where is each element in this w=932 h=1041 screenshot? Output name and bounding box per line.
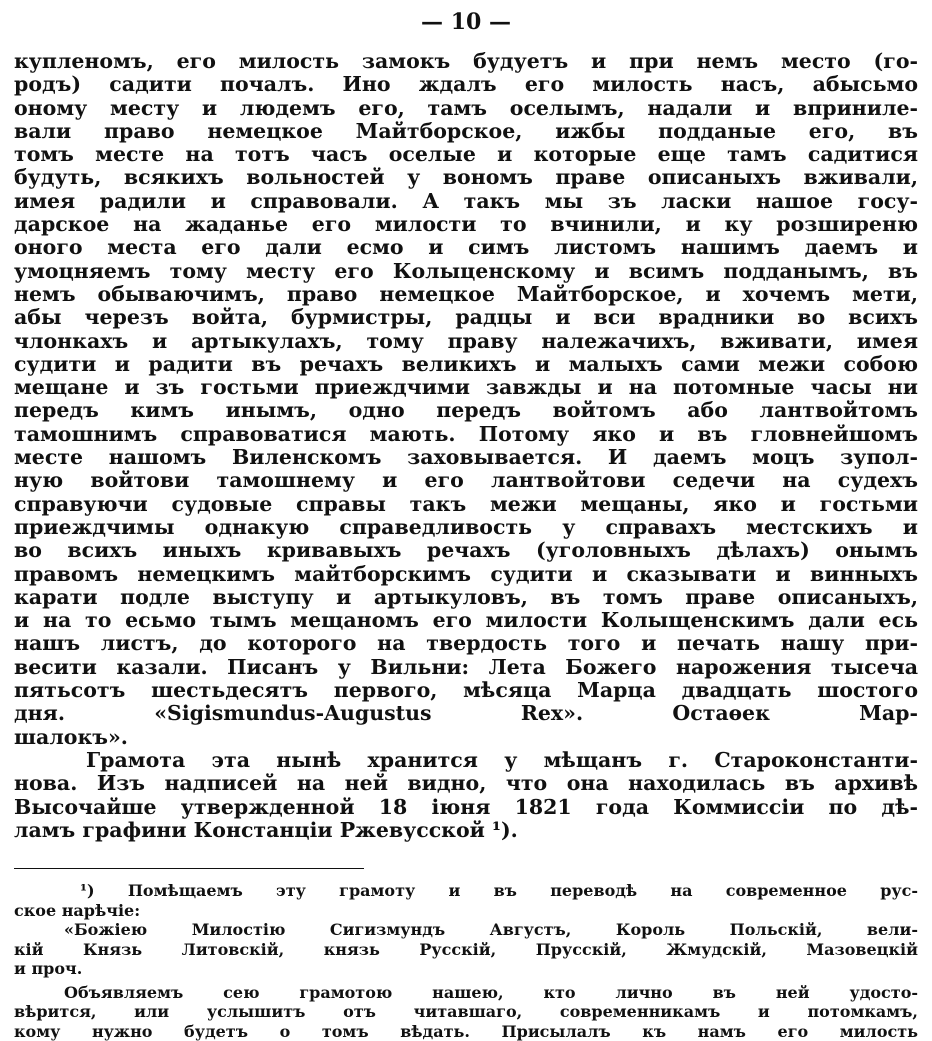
text-line: дарское на жаданье его милости то вчинили, и ку розширеню <box>14 212 918 237</box>
text-line: будуть, всякихъ вольностей у вономъ праве описаныхъ вживали, <box>14 165 918 190</box>
text-line: ную войтови тамошнему и его лантвойтови седечи на судехъ <box>14 468 918 493</box>
text-line: абы черезъ войта, бурмистры, радцы и вси врадники во всихъ <box>14 305 918 330</box>
footnote-divider <box>14 868 364 869</box>
text-line: нашъ листъ, до которого на твердость того и печать нашу при- <box>14 631 918 656</box>
text-line: оного места его дали есмо и симъ листомъ нашимъ даемъ и <box>14 235 918 260</box>
text-line: умоцняемъ тому месту его Колыценскому и всимъ подданымъ, въ <box>14 258 918 283</box>
footnote-line: «Божіею Милостію Сигизмундъ Августъ, Король Польскій, вели- <box>64 920 918 940</box>
footnote-line: ¹) Помѣщаемъ эту грамоту и въ переводѣ на современное рус- <box>80 881 918 901</box>
text-line: весити казали. Писанъ у Вильни: Лета Божего нарожения тысеча <box>14 654 918 679</box>
main-text <box>14 50 918 842</box>
footnotes <box>14 881 918 1041</box>
text-line: правомъ немецкимъ майтборскимъ судити и сказывати и винныхъ <box>14 561 918 586</box>
text-line: вали право немецкое Майтборское, ижбы подданые его, въ <box>14 118 918 143</box>
text-line: немъ обываючимъ, право немецкое Майтборское, и хочемъ мети, <box>14 281 918 306</box>
text-line: во всихъ иныхъ кривавыхъ речахъ (уголовныхъ дѣлахъ) онымъ <box>14 538 918 563</box>
text-line: нова. Изъ надписей на ней видно, что она находилась въ архивѣ <box>14 771 918 796</box>
footnote-line: и проч. <box>14 959 83 979</box>
page-number: — 10 — <box>421 9 511 35</box>
text-line: судити и радити въ речахъ великихъ и малыхъ сами межи собою <box>14 351 918 376</box>
text-line: и на то есьмо тымъ мещаномъ его милости Колыщенскимъ дали есь <box>14 608 918 633</box>
text-line: мещане и зъ гостьми приеждчими завжды и на потомные часы ни <box>14 375 918 400</box>
footnote-line: Объявляемъ сею грамотою нашею, кто лично въ ней удосто- <box>64 982 918 1002</box>
footnote-line: ское нарѣчіе: <box>14 900 141 920</box>
text-line: месте нашомъ Виленскомъ заховывается. И даемъ моцъ зупол- <box>14 445 918 470</box>
text-line: оному месту и людемъ его, тамъ оселымъ, надали и вприниле- <box>14 95 918 120</box>
text-line: имея радили и справовали. А такъ мы зъ ласки нашое госу- <box>14 188 918 213</box>
footnote-line: кій Князь Литовскій, князь Русскій, Прусскій, Жмудскій, Мазовецкій <box>14 939 918 959</box>
text-line: Высочайше утвержденной 18 іюня 1821 года Коммиссіи по дѣ- <box>14 794 918 819</box>
text-line: тамошнимъ справоватися мають. Потому яко и въ гловнейшомъ <box>14 421 918 446</box>
text-line: томъ месте на тотъ часъ оселые и которые еще тамъ садитися <box>14 142 918 167</box>
footnote-line: кому нужно будетъ о томъ вѣдать. Приcылалъ къ намъ его милость <box>14 1021 918 1041</box>
text-line: шалокъ». <box>14 724 128 749</box>
text-line: купленомъ, его милость замокъ будуетъ и при немъ место (го- <box>14 49 918 73</box>
text-line: Грамота эта нынѣ хранится у мѣщанъ г. Староконстанти- <box>86 747 918 772</box>
footnote-line: вѣрится, или услышитъ отъ читавшаго, современникамъ и потомкамъ, <box>14 1002 918 1022</box>
text-line: приеждчимы однакую справедливость у справахъ местскихъ и <box>14 514 918 539</box>
text-line: дня. «Sigismundus-Augustus Rex». Остаѳек Мар- <box>14 701 918 726</box>
text-line: родъ) садити почалъ. Ино ждалъ его милость насъ, абысьмо <box>14 72 918 97</box>
text-line: ламъ графини Констанціи Ржевусской ¹). <box>14 817 518 842</box>
text-line: справуючи судовые справы такъ межи мещаны, яко и гостьми <box>14 491 918 516</box>
text-line: передъ кимъ инымъ, одно передъ войтомъ або лантвойтомъ <box>14 398 918 423</box>
text-line: пятьсотъ шестьдесятъ первого, мѣсяца Марца двадцать шостого <box>14 678 918 703</box>
text-line: члонкахъ и артыкулахъ, тому праву належачихъ, вживати, имея <box>14 328 918 353</box>
text-line: карати подле выступу и артыкуловъ, въ томъ праве описаныхъ, <box>14 584 918 609</box>
